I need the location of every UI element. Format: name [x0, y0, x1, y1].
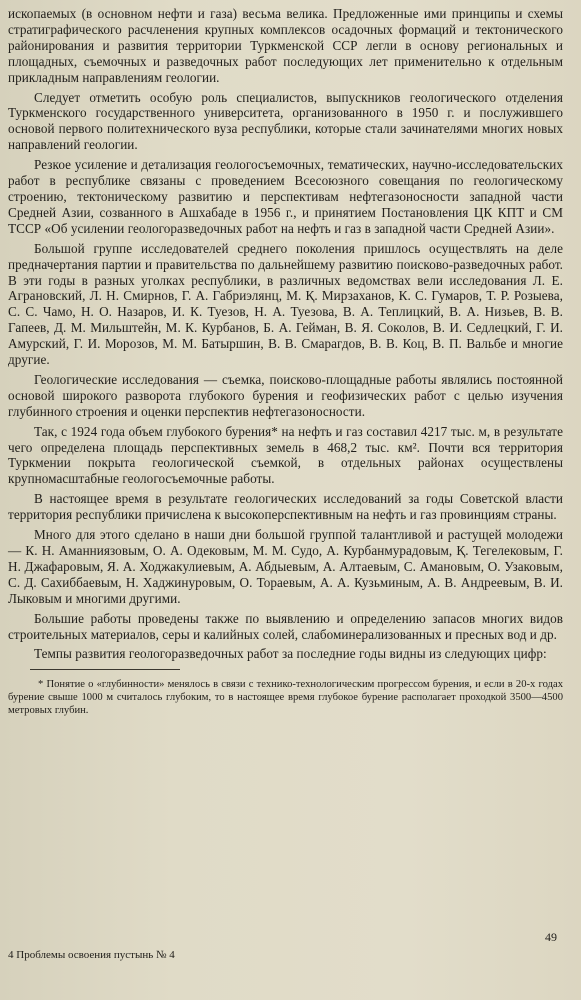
paragraph-4: Большой группе исследователей среднего поколения пришлось осуществлять на деле предначертания партии и правительства по дальнейшему развитию поисково-разведочных работ. В эти годы в разных уголках республики, в различных ведомствах вели исследования Л. Е. Аграновский, Л. Н. Смирнов, Г. А. Габриэлянц, М. Қ. Мирзаханов, К. С. Гумаров, Т. Р. Розыева, С. С. Чамо, Н. О. Назаров, И. К. Туезов, Н. А. Туезова, В. А. Теплицкий, В. А. Низьев, В. В. Гапеев, Д. М. Мильштейн, М. К. Курбанов, Б. А. Гейман, В. Я. Соколов, В. И. Седлецкий, Г. И. Амурский, Г. И. Морозов, М. М. Батыршин, В. В. Смарагдов, В. В. Коц, В. П. Вальбе и многие другие.	[8, 240, 563, 368]
paragraph-3: Резкое усиление и детализация геологосъемочных, тематических, научно-исследовательских работ в республике связаны с проведением Всесоюзного совещания по геологическому строению, тектоническому развитию и перспективам нефтегазоносности западной части Средней Азии, созванного в Ашхабаде в 1956 г., и принятием Постановления ЦК КПТ и СМ ТССР «Об усилении геологоразведочных работ на нефть и газ в западной части Средней Азии».	[8, 157, 563, 236]
footnote: * Понятие о «глубинности» менялось в связи с технико-технологическим прогрессом бурения, и если в 20-х годах бурение свыше 1000 м считалось глубоким, то в настоящее время глубокое бурение располагает проходкой 3500—4500 метровых глубин.	[8, 679, 563, 716]
paragraph-1: ископаемых (в основном нефти и газа) весьма велика. Предложенные ими принципы и схемы стратиграфического расчленения крупных комплексов осадочных формаций и тектонического районирования и развития территории Туркменской ССР легли в основу региональных и площадных, съемочных и разведочных работ последующих лет применительно к отдельным прикладным направлениям геологии.	[8, 6, 563, 85]
paragraph-5: Геологические исследования — съемка, поисково-площадные работы являлись постоянной основой широкого разворота глубокого бурения и геофизических работ с целью изучения глубинного строения и оценки перспектив нефтегазоносности.	[8, 371, 563, 419]
body-text	[8, 6, 563, 662]
paragraph-10: Темпы развития геологоразведочных работ за последние годы видны из следующих цифр:	[34, 646, 547, 662]
paragraph-6: Так, с 1924 года объем глубокого бурения* на нефть и газ составил 4217 тыс. м, в результате чего определена площадь перспективных земель в 468,2 тыс. км². Почти вся территория Туркмении покрыта геологической съемкой, в отдельных районах осуществлены крупномасштабные геологосъемочные работы.	[8, 423, 563, 487]
page-number: 49	[545, 930, 557, 944]
paragraph-2: Следует отметить особую роль специалистов, выпускников геологического отделения Туркменского государственного университета, организованного в 1950 г. и послужившего основой первого политехнического вуза республики, которые стали зачинателями многих новых направлений геологии.	[8, 89, 563, 153]
paragraph-8: Много для этого сделано в наши дни большой группой талантливой и растущей молодежи — К. Н. Аманниязовым, О. А. Одековым, М. М. Судо, А. Курбанмурадовым, Қ. Тегелековым, Г. Н. Джафаровым, Я. А. Ходжакулиевым, А. Абдыевым, А. Алтаевым, С. Амановым, О. Узаковым, С. Д. Сахиббаевым, Н. Хаджинуровым, О. Тораевым, А. А. Кузьминым, А. В. Андреевым, В. И. Лыковым и многими другими.	[8, 527, 563, 606]
paragraph-7: В настоящее время в результате геологических исследований за годы Советской власти территория республики причислена к высокоперспективным на нефть и газ провинциям страны.	[8, 491, 563, 523]
footnote-divider	[30, 669, 180, 670]
printer-signature: 4 Проблемы освоения пустынь № 4	[8, 949, 175, 961]
paragraph-9: Большие работы проведены также по выявлению и определению запасов многих видов строительных материалов, серы и калийных солей, слабоминерализованных и пресных вод и др.	[8, 610, 563, 642]
